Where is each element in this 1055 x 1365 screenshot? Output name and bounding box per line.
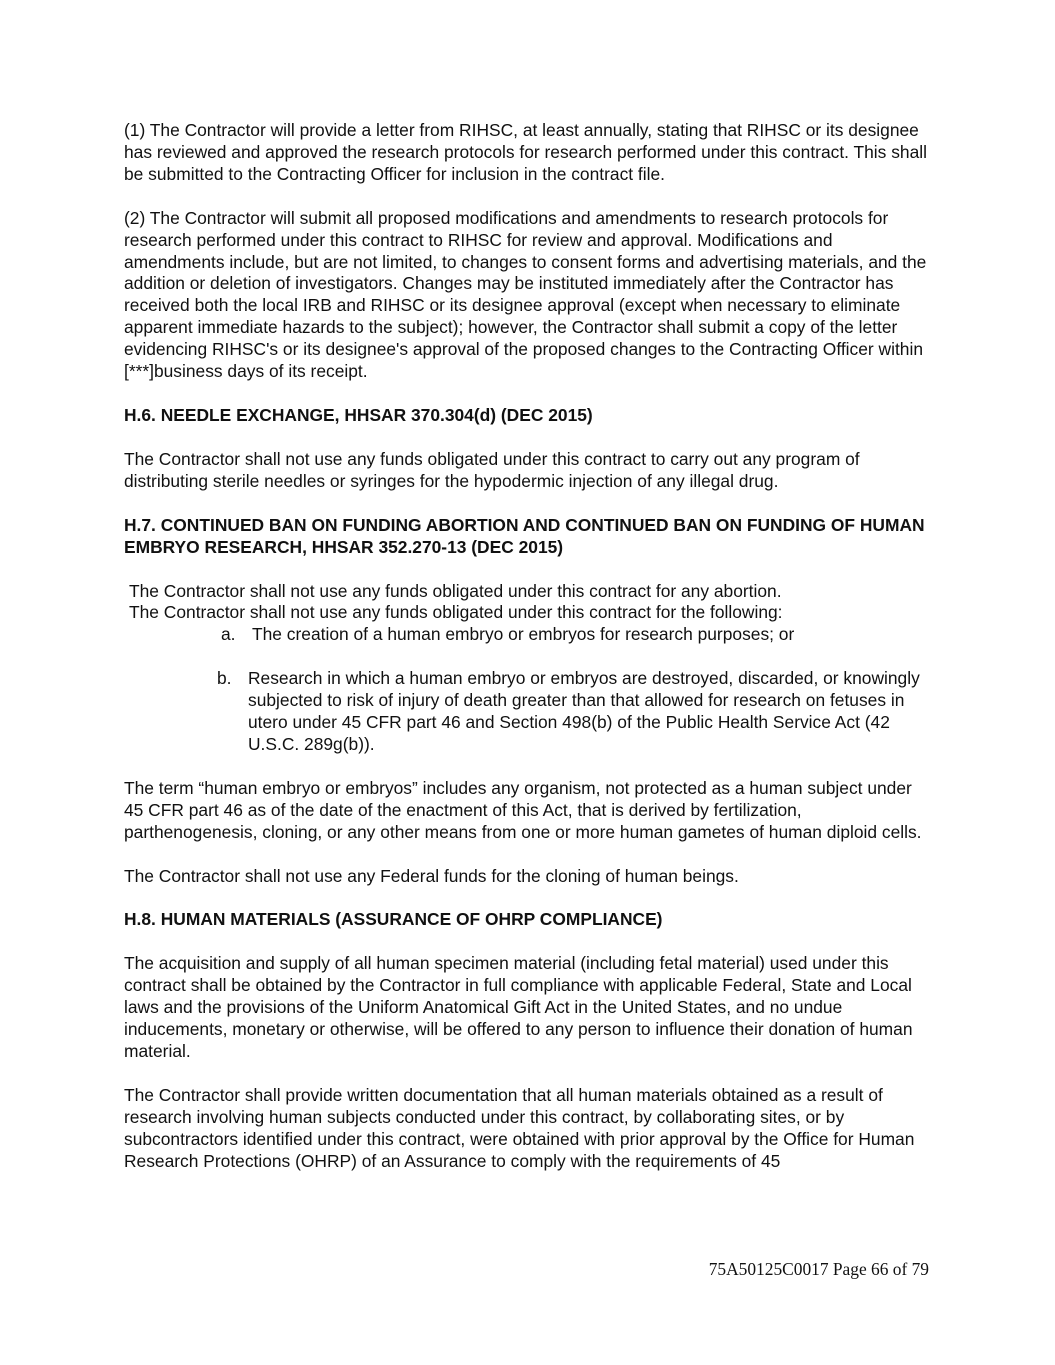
list-item-b [124,668,932,756]
paragraph-human-materials: The acquisition and supply of all human specimen material (including fetal material) used under this contract shall be obtained by the Contractor in full compliance with applicable Federal, State and Local laws and the provisions of the Uniform Anatomical Gift Act in the United States, and no undue inducements, monetary or otherwise, will be offered to any person to influence their donation of human material. [124,953,913,1061]
heading-h8: H.8. HUMAN MATERIALS (ASSURANCE OF OHRP COMPLIANCE) [124,909,663,930]
paragraph-embryo-term: The term “human embryo or embryos” includes any organism, not protected as a human subject under 45 CFR part 46 as of the date of the enactment of this Act, that is derived by fertilization, parthenogenesis, cloning, or any other means from one or more human gametes of human diploid cells. [124,777,922,842]
list-marker-b: b. [217,668,232,689]
page-footer: 75A50125C0017 Page 66 of 79 [708,1259,929,1279]
list-item-a [124,624,932,646]
heading-h6: H.6. NEEDLE EXCHANGE, HHSAR 370.304(d) (DEC 2015) [124,404,593,425]
paragraph-cloning: The Contractor shall not use any Federal funds for the cloning of human beings. [124,865,739,886]
document-body [124,120,932,1195]
paragraph-modifications: (2) The Contractor will submit all proposed modifications and amendments to research protocols for research performed under this contract to RIHSC for review and approval. Modifications and amendments include, but are not limited, to changes to consent forms and advertising materials, and the addition or deletion of investigators. Changes may be instituted immediately after the Contractor has received both the local IRB and RIHSC or its designee approval (except when necessary to eliminate apparent immediate hazards to the subject); however, the Contractor shall submit a copy of the letter evidencing RIHSC's or its designee's approval of the proposed changes to the Contracting Officer within [***]business days of its receipt. [124,207,927,382]
list-text-a: The creation of a human embryo or embryos for research purposes; or [252,624,795,645]
abortion-line: The Contractor shall not use any funds obligated under this contract for any abortion. [129,580,782,601]
paragraph-ohrp-documentation: The Contractor shall provide written documentation that all human materials obtained as a result of research involving human subjects conducted under this contract, by collaborating sites, or by subcontractors identified under this contract, were obtained with prior approval by the Office for Human Research Protections (OHRP) of an Assurance to comply with the requirements of 45 [124,1084,915,1171]
list-text-b: Research in which a human embryo or embryos are destroyed, discarded, or knowingly subjected to risk of injury of death greater than that allowed for research on fetuses in utero under 45 CFR part 46 and Section 498(b) of the Public Health Service Act (42 U.S.C. 289g(b)). [248,668,920,754]
paragraph-rihsc-letter: (1) The Contractor will provide a letter from RIHSC, at least annually, stating that RIHSC or its designee has reviewed and approved the research protocols for research performed under this contract. This shall be submitted to the Contracting Officer for inclusion in the contract file. [124,120,927,184]
list-marker-a: a. [221,624,236,645]
following-line: The Contractor shall not use any funds obligated under this contract for the following: [129,602,783,623]
paragraph-needle-exchange: The Contractor shall not use any funds obligated under this contract to carry out any program of distributing sterile needles or syringes for the hypodermic injection of any illegal drug. [124,448,860,491]
heading-h7: H.7. CONTINUED BAN ON FUNDING ABORTION AND CONTINUED BAN ON FUNDING OF HUMAN EMBRYO RESEARCH, HHSAR 352.270-13 (DEC 2015) [124,514,925,557]
